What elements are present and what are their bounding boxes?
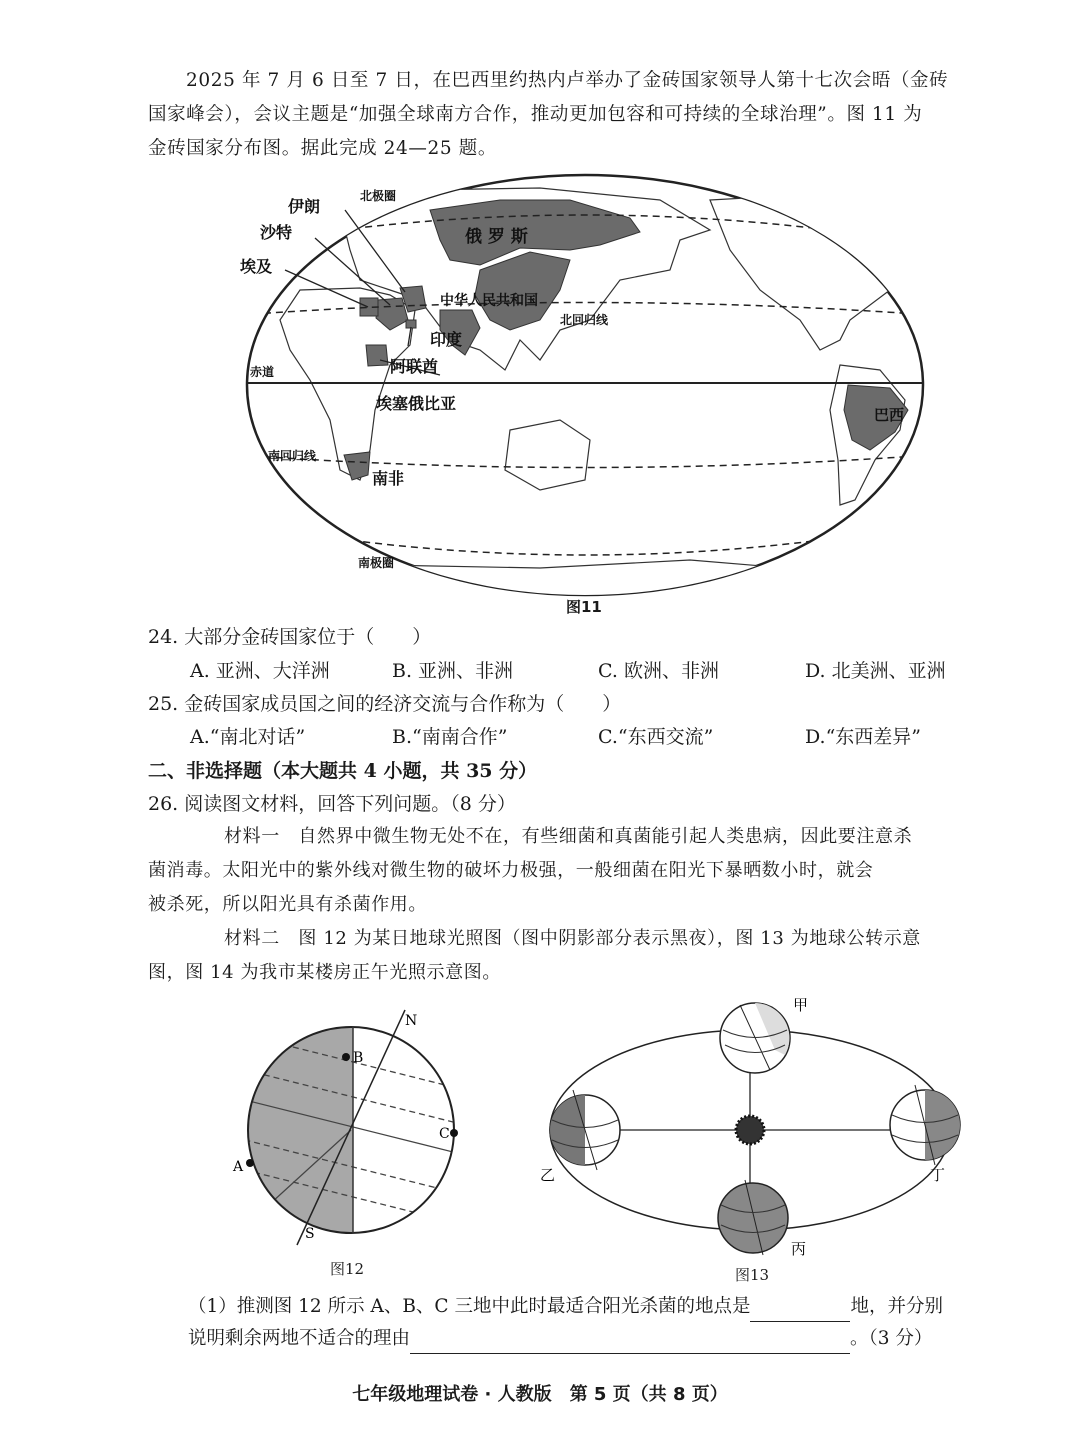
russia-label: 俄 罗 斯 [465,227,528,247]
q26-sub1-text-d: 。（3 分） [850,1328,933,1349]
bing-label: 丙 [791,1240,807,1258]
c-label: C [439,1126,450,1142]
tropic-of-capricorn-label: 南回归线 [268,449,317,463]
q24-option-a[interactable]: A. 亚洲、大洋洲 [190,660,330,682]
sun-icon [736,1116,764,1144]
figure-11-caption: 图11 [566,598,602,616]
yi-label: 乙 [540,1166,556,1184]
q26-sub1-answer-blank-1[interactable] [750,1301,850,1322]
brics-world-map [240,170,930,600]
section-2-heading: 二、非选择题（本大题共 4 小题，共 35 分） [148,760,538,782]
q26-stem: 26. 阅读图文材料，回答下列问题。（8 分） [148,793,516,815]
tropic-of-cancer-label: 北回归线 [560,313,609,327]
q26-sub1-text-c: 说明剩余两地不适合的理由 [188,1328,411,1349]
south-africa-label: 南非 [372,469,405,488]
antarctic-circle-label: 南极圈 [358,556,395,570]
figure-13-revolution [535,990,975,1270]
q26-sub1-answer-blank-2[interactable] [410,1333,850,1354]
a-label: A [233,1159,244,1175]
q24-option-d[interactable]: D. 北美洲、亚洲 [805,660,946,682]
q25-option-d[interactable]: D.“东西差异” [805,726,922,748]
intro-line-1: 2025 年 7 月 6 日至 7 日，在巴西里约热内卢举办了金砖国家领导人第十七次会晤（金砖 [186,70,949,91]
ethiopia-region [366,345,388,366]
q25-option-b[interactable]: B.“南南合作” [392,726,508,748]
q26-sub1-text-a: （1）推测图 12 所示 A、B、C 三地中此时最适合阳光杀菌的地点是 [188,1296,751,1317]
earth-yi [550,1090,620,1170]
egypt-label: 埃及 [240,257,273,276]
point-c-marker [450,1129,458,1137]
q26-sub1-text-b: 地，并分别 [850,1296,943,1317]
arctic-circle-label: 北极圈 [360,189,397,203]
earth-ding [890,1085,960,1165]
point-a-marker [246,1159,254,1167]
figure-12-caption: 图12 [330,1260,365,1278]
uae-region [406,320,416,328]
b-label: B [353,1050,364,1066]
q26-sub1-line-2 [188,1324,932,1354]
q26-material1-line-2: 菌消毒。太阳光中的紫外线对微生物的破坏力极强，一般细菌在阳光下暴晒数小时，就会 [148,860,874,881]
q26-material1-line-1: 材料一 自然界中微生物无处不在，有些细菌和真菌能引起人类患病，因此要注意杀 [224,826,913,847]
q26-sub1-line-1 [188,1292,943,1322]
q24-stem: 24. 大部分金砖国家位于（ ） [148,626,432,648]
figure-12-illumination [225,1005,475,1255]
q25-stem: 25. 金砖国家成员国之间的经济交流与合作称为（ ） [148,693,622,715]
figure-13-caption: 图13 [735,1266,770,1284]
south-label: S [305,1226,315,1242]
equator-label: 赤道 [250,365,275,379]
earth-bing [718,1180,788,1255]
ethiopia-label: 埃塞俄比亚 [376,394,457,413]
jia-label: 甲 [793,996,809,1014]
q24-option-c[interactable]: C. 欧洲、非洲 [598,660,719,682]
page-footer: 七年级地理试卷 · 人教版 第 5 页（共 8 页） [352,1384,728,1405]
brazil-label: 巴西 [874,406,905,424]
q25-option-a[interactable]: A.“南北对话” [190,726,306,748]
intro-line-2: 国家峰会），会议主题是“加强全球南方合作，推动更加包容和可持续的全球治理”。图 11 为 [148,104,923,125]
iran-label: 伊朗 [288,197,321,216]
ding-label: 丁 [930,1166,946,1184]
q25-option-c[interactable]: C.“东西交流” [598,726,714,748]
intro-line-3: 金砖国家分布图。据此完成 24—25 题。 [148,138,497,159]
saudi-label: 沙特 [260,223,293,242]
north-label: N [405,1013,418,1029]
q26-material2-line-2: 图，图 14 为我市某楼房正午光照示意图。 [148,962,501,983]
q26-material2-line-1: 材料二 图 12 为某日地球光照图（图中阴影部分表示黑夜），图 13 为地球公转示意 [224,928,921,949]
point-b-marker [342,1053,350,1061]
q24-option-b[interactable]: B. 亚洲、非洲 [392,660,514,682]
earth-jia [720,1003,790,1073]
india-label: 印度 [430,330,463,349]
uae-label: 阿联酋 [390,357,439,376]
china-label: 中华人民共和国 [440,293,538,309]
q26-material1-line-3: 被杀死，所以阳光具有杀菌作用。 [148,894,427,915]
